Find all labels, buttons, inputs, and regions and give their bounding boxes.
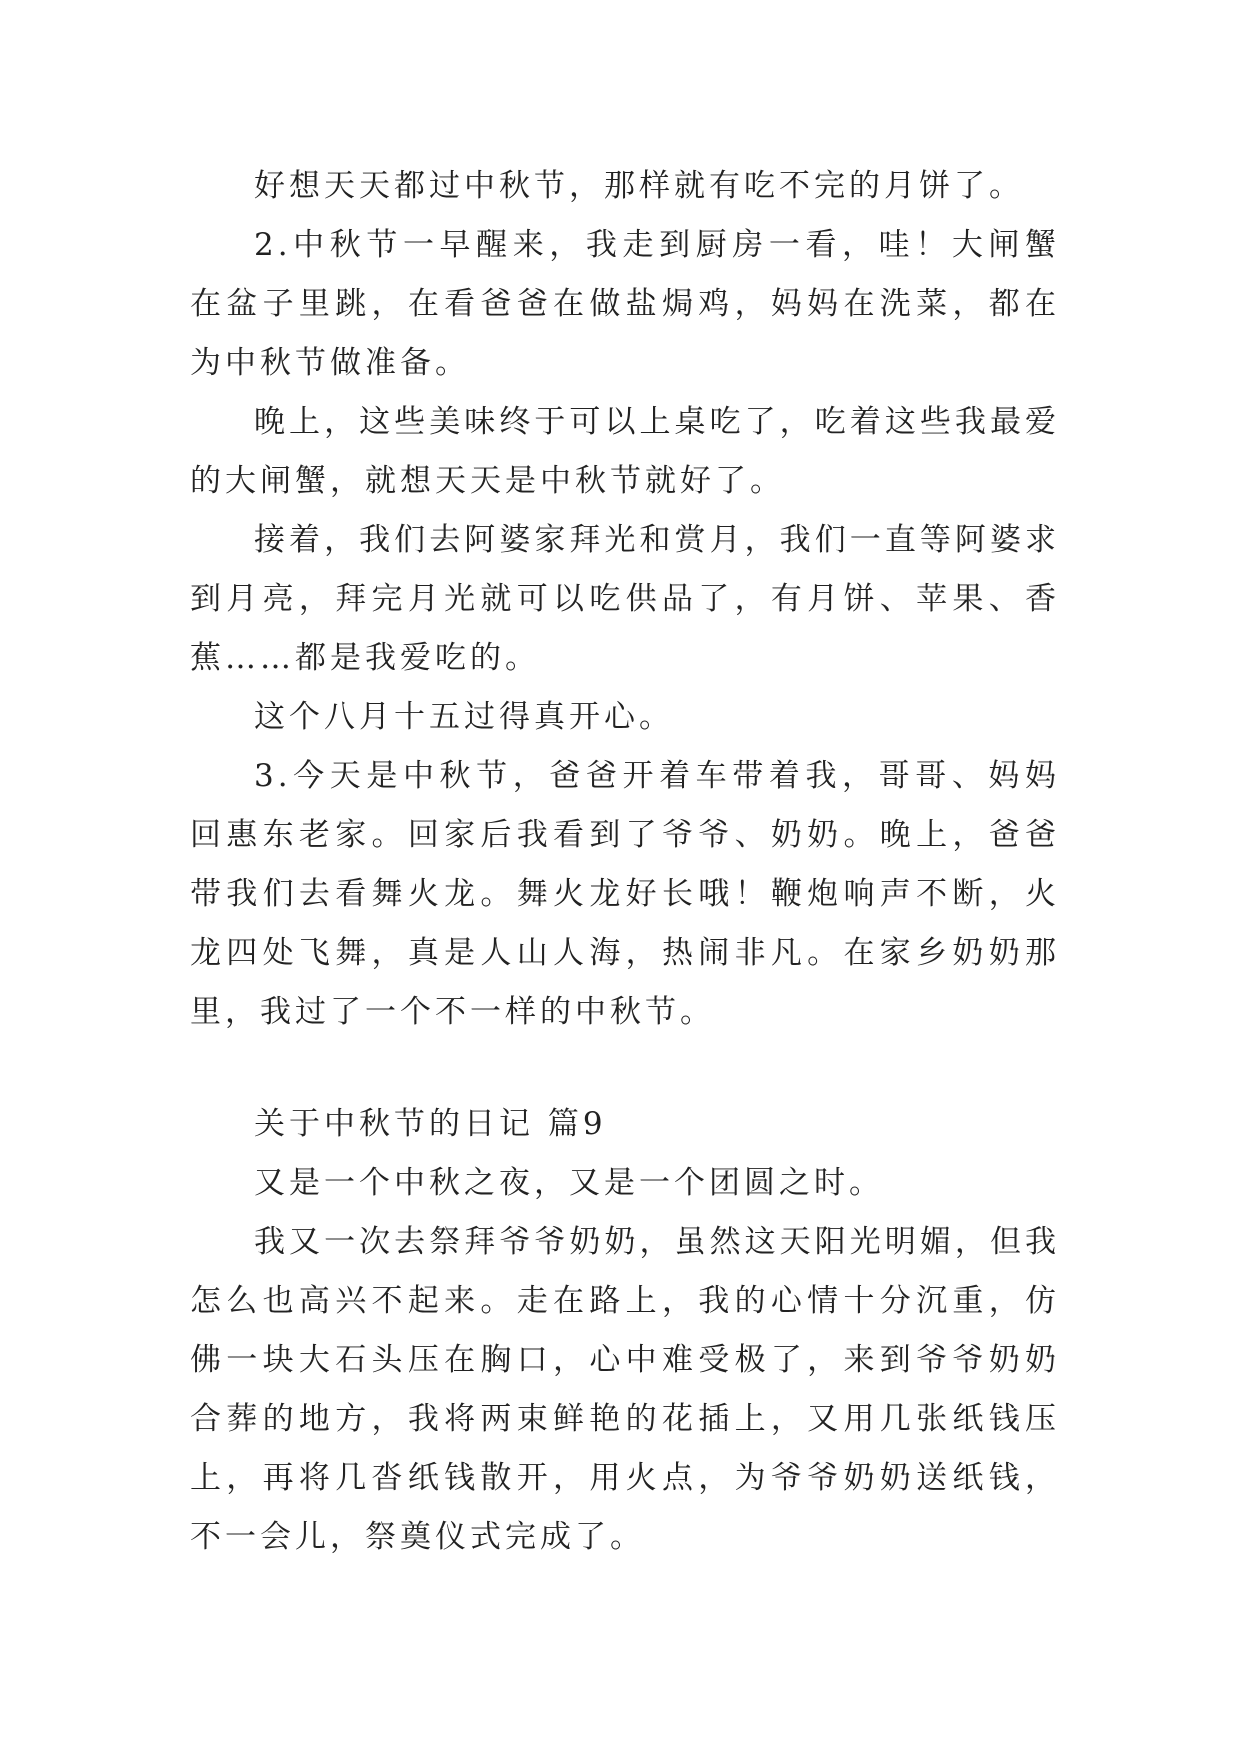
paragraph: 好想天天都过中秋节，那样就有吃不完的月饼了。	[254, 168, 1024, 204]
section-entry-9	[190, 1095, 1060, 1567]
paragraph: 3.今天是中秋节，爸爸开着车带着我，哥哥、妈妈回惠东老家。回家后我看到了爷爷、奶奶。晚上，爸爸带我们去看舞火龙。舞火龙好长哦！鞭炮响声不断，火龙四处飞舞，真是人山人海，热闹非凡。在家乡奶奶那里，我过了一个不一样的中秋节。	[190, 758, 1060, 1030]
entry-heading: 关于中秋节的日记 篇9	[254, 1106, 607, 1142]
paragraph: 我又一次去祭拜爷爷奶奶，虽然这天阳光明媚，但我怎么也高兴不起来。走在路上，我的心情十分沉重，仿佛一块大石头压在胸口，心中难受极了，来到爷爷奶奶合葬的地方，我将两束鲜艳的花插上，又用几张纸钱压上，再将几沓纸钱散开，用火点，为爷爷奶奶送纸钱，不一会儿，祭奠仪式完成了。	[190, 1224, 1060, 1555]
paragraph: 接着，我们去阿婆家拜光和赏月，我们一直等阿婆求到月亮，拜完月光就可以吃供品了，有月饼、苹果、香蕉……都是我爱吃的。	[190, 522, 1060, 676]
paragraph: 晚上，这些美味终于可以上桌吃了，吃着这些我最爱的大闸蟹，就想天天是中秋节就好了。	[190, 404, 1060, 499]
paragraph: 这个八月十五过得真开心。	[254, 699, 674, 735]
paragraph: 2.中秋节一早醒来，我走到厨房一看，哇！大闸蟹在盆子里跳，在看爸爸在做盐焗鸡，妈妈在洗菜，都在为中秋节做准备。	[190, 227, 1060, 381]
section-previous-entry	[190, 157, 1060, 1042]
paragraph: 又是一个中秋之夜，又是一个团圆之时。	[254, 1165, 884, 1201]
